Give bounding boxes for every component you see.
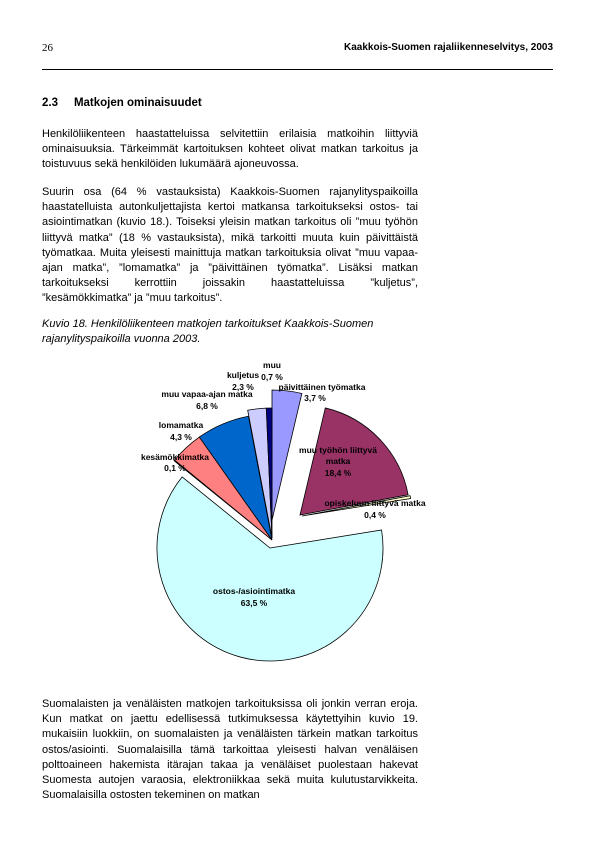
paragraph-purpose: Suurin osa (64 % vastauksista) Kaakkois-Suomen rajanylityspaikoilla haastatelluista autonkuljettajista kertoi matkansa tarkoitukseksi ostos- tai asiointimatkan (kuvio 18.). Toiseksi yleisin matkan tarkoitus oli ”muu työhön liittyvä matka” (18 % vastauksista), mikä tarkoitti muuta kuin päivittäistä työmatkaa. Muita yleisesti mainittuja matkan tarkoituksia olivat ”muu vapaa-ajan matka”, ”lomamatka” ja ”päivittäinen työmatka”. Lisäksi matkan tarkoitukseksi kerrottiin joissakin haastatteluissa ”kuljetus”, ”kesämökkimatka” ja ”muu tarkoitus”. (42, 186, 418, 305)
pie-value-label-8: 0,7 % (261, 372, 283, 382)
figure-caption: Kuvio 18. Henkilöliikenteen matkojen tarkoitukset Kaakkois-Suomen rajanylityspaikoilla vuonna 2003. (42, 318, 374, 345)
pie-value-label-6: 6,8 % (196, 401, 218, 411)
pie-value-label-4: 0,1 % (164, 463, 186, 473)
pie-value-label-0: 3,7 % (304, 393, 326, 403)
pie-name-label-1: matka (325, 456, 351, 466)
pie-name-label-2: opiskeluun liittyvä matka (324, 498, 426, 508)
pie-name-label-0: päivittäinen työmatka (278, 382, 366, 392)
paragraph-comparison: Suomalaisten ja venäläisten matkojen tarkoituksissa oli jonkin verran eroja. Kun matkat on jaettu edellisessä tutkimuksessa käytettyihin kuvio 19. mukaisiin luokkiin, on suomalaisten ja venäläisten tärkein matkan tarkoitus ostos/asiointi. Suomalaisilla tämä tarkoittaa yleisesti halvan venäläisen polttoaineen hakemista itärajan takaa ja venäläiset puolestaan hakevat Suomesta autojen varaosia, elektroniikkaa sekä muita kulutustarvikkeita. Suomalaisilla ostosten tekeminen on matkan (42, 698, 418, 802)
pie-value-label-7: 2,3 % (232, 382, 254, 392)
paragraph-intro: Henkilöliikenteen haastatteluissa selvitettiin erilaisia matkoihin liittyviä ominaisuuksia. Tärkeimmät kartoituksen kohteet olivat matkan tarkoitus ja toistuvuus sekä henkilöiden lukumäärä ajoneuvossa. (42, 128, 418, 171)
pie-name-label-8: muu (263, 360, 281, 370)
pie-slices (157, 390, 411, 661)
pie-name-label-5: lomamatka (158, 420, 204, 430)
pie-value-label-1: 18,4 % (324, 468, 352, 478)
pie-value-label-2: 0,4 % (364, 510, 386, 520)
pie-name-label-3: ostos-/asiointimatka (212, 586, 296, 596)
pie-slice-0 (272, 390, 302, 520)
running-header: Kaakkois-Suomen rajaliikenneselvitys, 2003 (344, 42, 553, 53)
pie-value-label-3: 63,5 % (240, 598, 268, 608)
pie-value-label-5: 4,3 % (170, 432, 192, 442)
section-title: 2.3 Matkojen ominaisuudet (42, 97, 202, 109)
pie-name-label-1: muu työhön liittyvä (299, 445, 377, 455)
pie-name-label-7: kuljetus (226, 370, 260, 380)
pie-name-label-4: kesämökkimatka (140, 452, 210, 462)
page-number: 26 (42, 42, 53, 54)
pie-name-label-6: muu vapaa-ajan matka (161, 389, 253, 399)
